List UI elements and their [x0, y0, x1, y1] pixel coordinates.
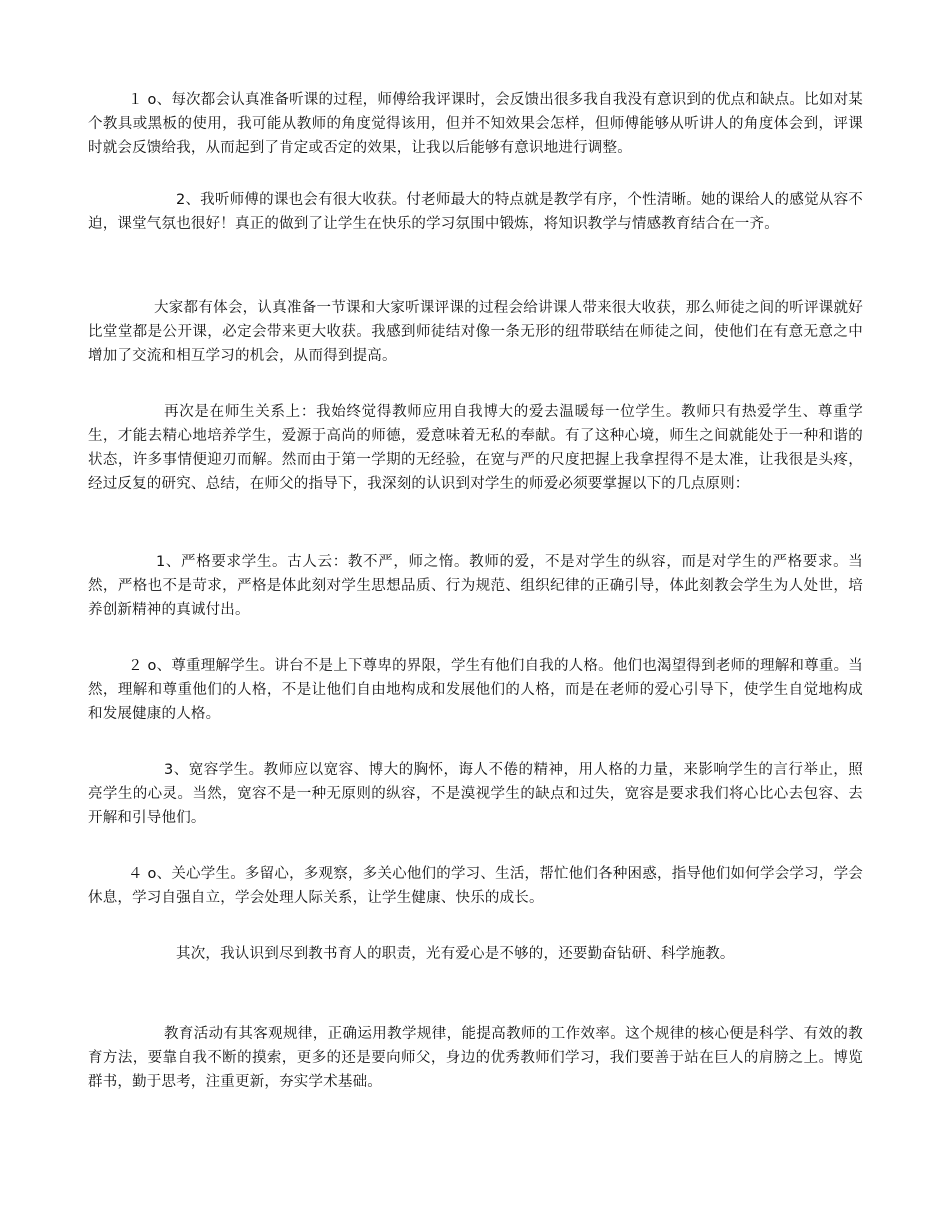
paragraph-1: １ o、每次都会认真准备听课的过程，师傅给我评课时，会反馈出很多我自我没有意识到的优点和缺点。比如对某个教具或黑板的使用，我可能从教师的角度觉得该用，但并不知效果会怎样，但师傅能够从听讲人的角度体会到，评课时就会反馈给我，从而起到了肯定或否定的效果，让我以后能够有意识地进行调整。: [88, 92, 863, 156]
paragraph-4: 再次是在师生关系上：我始终觉得教师应用自我博大的爱去温暖每一位学生。教师只有热爱学生、尊重学生，才能去精心地培养学生，爱源于高尚的师德，爱意味着无私的奉献。有了这种心境，师生之间就能处于一种和谐的状态，许多事情便迎刃而解。然而由于第一学期的无经验，在宽与严的尺度把握上我拿捏得不是太准，让我很是头疼，经过反复的研究、总结，在师父的指导下，我深刻的认识到对学生的师爱必须要掌握以下的几点原则：: [88, 404, 863, 492]
paragraph-2: 2、我听师傅的课也会有很大收获。付老师最大的特点就是教学有序，个性清晰。她的课给人的感觉从容不迫，课堂气氛也很好！真正的做到了让学生在快乐的学习氛围中锻炼，将知识教学与情感教育结合在一齐。: [88, 192, 863, 232]
paragraph-9: 其次，我认识到尽到教书育人的职责，光有爱心是不够的，还要勤奋钻研、科学施教。: [176, 946, 735, 962]
paragraph-8: ４ o、关心学生。多留心，多观察，多关心他们的学习、生活，帮忙他们各种困惑，指导他们如何学会学习，学会休息，学习自强自立，学会处理人际关系，让学生健康、快乐的成长。: [88, 866, 863, 906]
paragraph-10: 教育活动有其客观规律，正确运用教学规律，能提高教师的工作效率。这个规律的核心便是科学、有效的教育方法，要靠自我不断的摸索，更多的还是要向师父，身边的优秀教师们学习，我们要善于站在巨人的肩膀之上。博览群书，勤于思考，注重更新，夯实学术基础。: [88, 1026, 863, 1090]
paragraph-3: 大家都有体会，认真准备一节课和大家听课评课的过程会给讲课人带来很大收获，那么师徒之间的听评课就好比堂堂都是公开课，必定会带来更大收获。我感到师徒结对像一条无形的纽带联结在师徒之间，使他们在有意无意之中增加了交流和相互学习的机会，从而得到提高。: [88, 300, 863, 364]
paragraph-7: 3、宽容学生。教师应以宽容、博大的胸怀，诲人不倦的精神，用人格的力量，来影响学生的言行举止，照亮学生的心灵。当然，宽容不是一种无原则的纵容，不是漠视学生的缺点和过失，宽容是要求我们将心比心去包容、去开解和引导他们。: [88, 762, 863, 826]
paragraph-6: ２ o、尊重理解学生。讲台不是上下尊卑的界限，学生有他们自我的人格。他们也渴望得到老师的理解和尊重。当然，理解和尊重他们的人格，不是让他们自由地构成和发展他们的人格，而是在老师的爱心引导下，使学生自觉地构成和发展健康的人格。: [88, 658, 863, 722]
paragraph-5: 1、严格要求学生。古人云：教不严，师之惰。教师的爱，不是对学生的纵容，而是对学生的严格要求。当然，严格也不是苛求，严格是体此刻对学生思想品质、行为规范、组织纪律的正确引导，体此刻教会学生为人处世，培养创新精神的真诚付出。: [88, 554, 863, 618]
